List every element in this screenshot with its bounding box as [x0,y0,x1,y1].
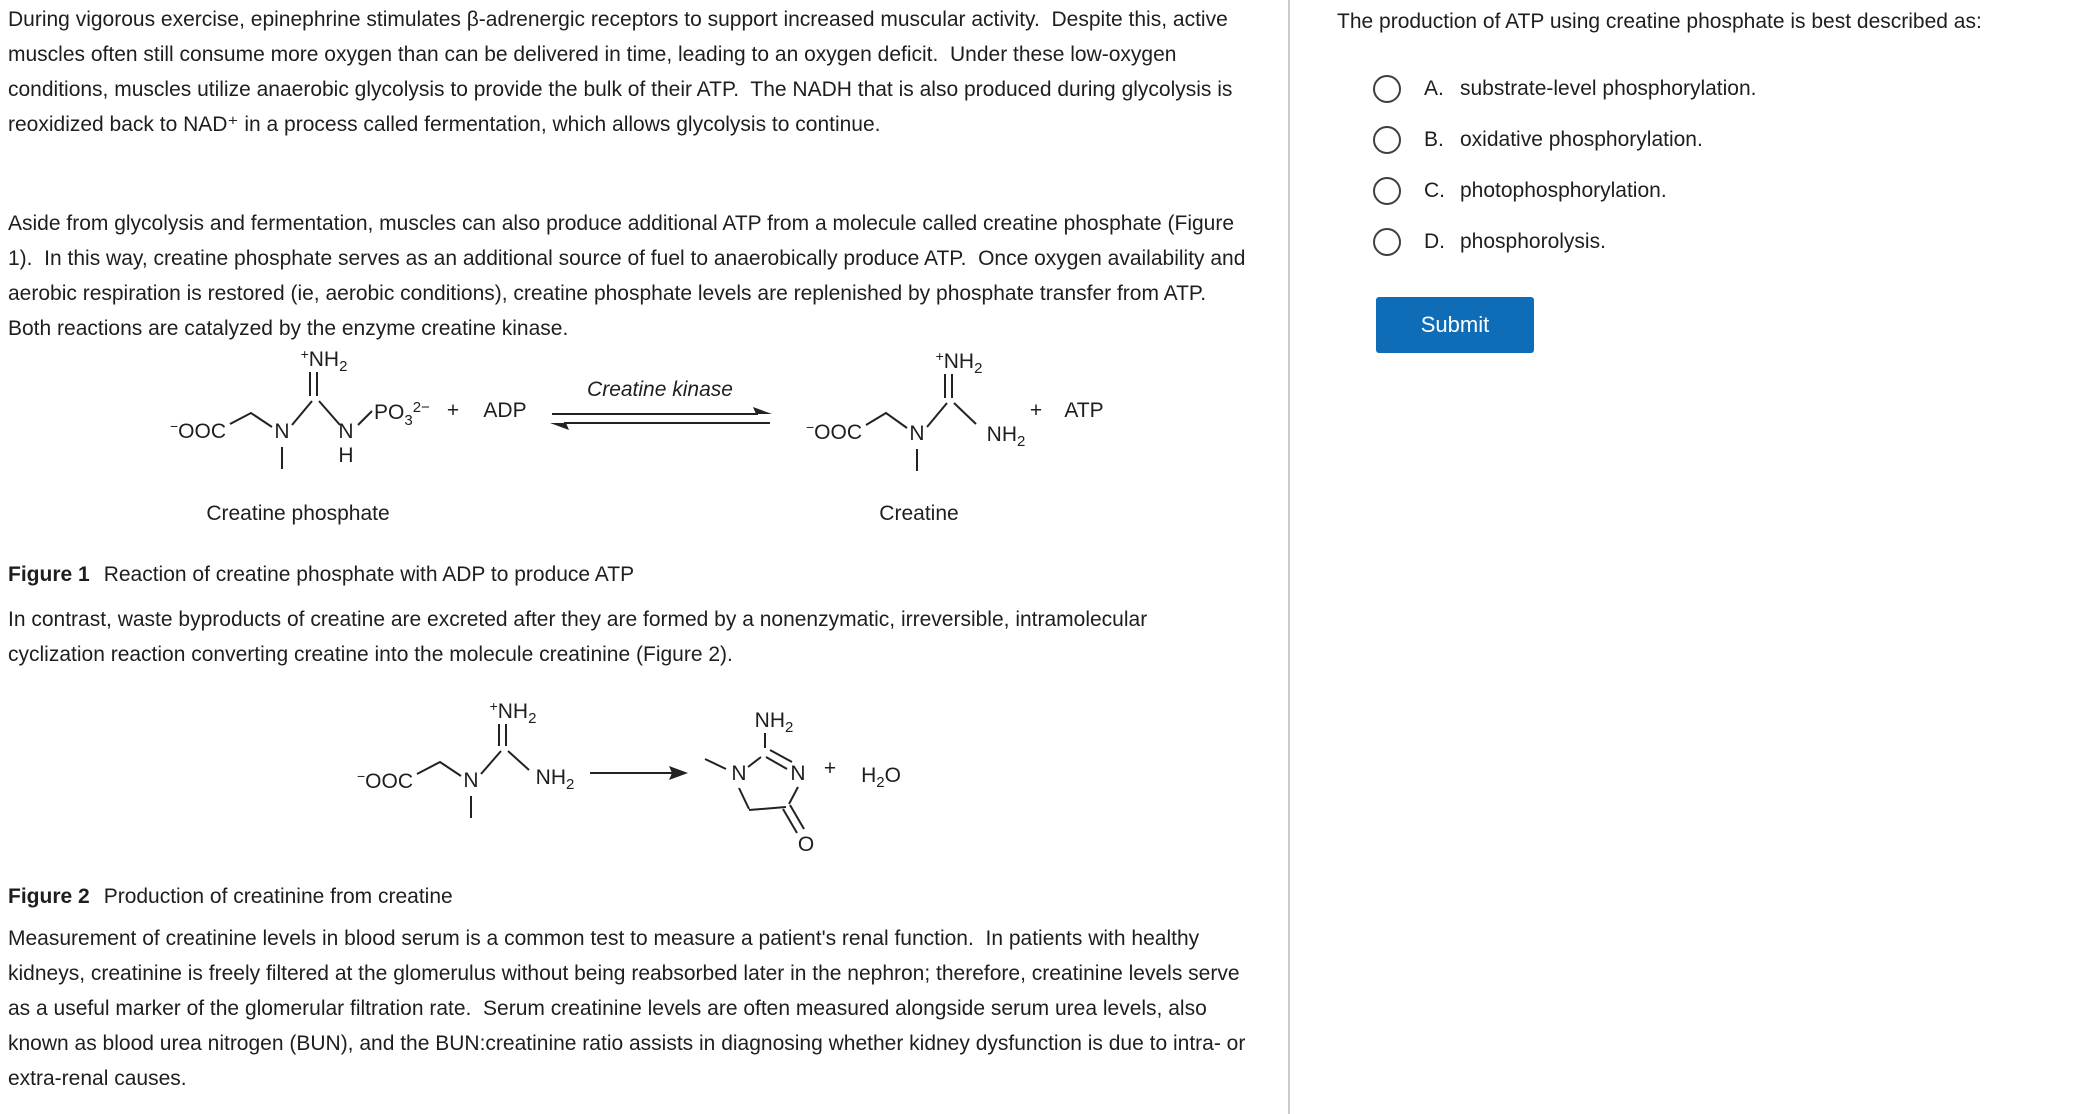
atp-label: ATP [1064,399,1104,422]
ch2-bond [230,413,272,427]
c2-n3-double-bond [766,757,787,769]
passage-paragraph-4: Measurement of creatinine levels in blood serum is a common test to measure a patient's renal function. In patients with healthy kidneys, creatinine is freely filtered at the glomerulus without being reabsorbed later in the nephron; therefore, creatinine levels serve as a useful marker of the glomerular filtration rate. Serum creatinine levels are often measured alongside serum urea levels, also known as blood urea nitrogen (BUN), and the BUN:creatinine ratio assists in diagnosing whether kidney dysfunction is due to intra- or extra-renal causes. [8,927,1252,1090]
n-atom: N [909,422,925,445]
option-row-b[interactable] [1337,123,1703,157]
option-text: phosphorolysis. [1460,230,1606,253]
option-letter: D. [1424,230,1445,253]
option-text: photophosphorylation. [1460,179,1667,202]
option-text: oxidative phosphorylation. [1460,128,1703,151]
panel-divider [1288,0,1290,1114]
o-atom: O [797,833,815,856]
figure2-caption [8,879,1246,914]
phosphate-group: $PO_3^{2-}$ [374,399,430,429]
radio-button-b[interactable] [1373,126,1401,154]
passage-paragraph-1: During vigorous exercise, epinephrine stimulates β-adrenergic receptors to support increased muscular activity. Despite this, active muscles often still consume more oxygen than can be delivered in time, leading to an oxygen deficit. Under these low-oxygen conditions, muscles utilize anaerobic glycolysis to provide the bulk of their ATP. The NADH that is also produced during glycolysis is reoxidized back to NAD⁺ in a process called fermentation, which allows glycolysis to continue. [8,8,1239,136]
ch2-bond [866,413,907,428]
n-c-bond [927,403,947,427]
c-n-bond [319,401,340,425]
question-stem: The production of ATP using creatine phosphate is best described as: [1337,10,1982,33]
h-atom: H [338,444,354,467]
figure1-svg [120,350,1120,532]
ooc-group: −OOC [356,768,414,793]
ooc-group: −OOC [805,419,863,444]
passage-paragraph-3: In contrast, waste byproducts of creatine are excreted after they are formed by a nonenzymatic, irreversible, intramolecular cyclization reaction converting creatine into the molecule creatinine (Figure 2). [8,608,1154,666]
water-group: $H_2O$ [861,764,901,791]
nh2-group: $NH_2$ [754,709,794,736]
forward-arrowhead [753,407,772,414]
n-c-bond [292,401,312,425]
radio-button-d[interactable] [1373,228,1401,256]
n-atom: N [790,762,806,785]
figure1-reaction-diagram [120,350,1120,537]
methyl-bond [705,759,726,769]
plus-sign: + [446,399,460,422]
ring-bond [789,787,798,804]
figure2-caption-label: Figure 2 [8,885,90,908]
figure2-caption-text: Production of creatinine from creatine [103,885,453,908]
nh2-group: $NH_2$ [986,423,1026,450]
nh2-plus-group: $^+NH_2$ [935,350,983,377]
n-p-bond [358,411,372,425]
nh2-plus-group: $^+NH_2$ [489,698,537,727]
plus-sign: + [1029,399,1043,422]
option-letter: B. [1424,128,1444,151]
plus-sign: + [823,757,837,780]
figure2-reaction-diagram [250,693,950,884]
n-atom: N [274,420,290,443]
figure1-caption [8,557,1246,592]
nh2-plus-group: $^+NH_2$ [300,350,348,375]
enzyme-label: Creatine kinase [587,378,733,401]
option-row-d[interactable] [1337,225,1606,259]
option-letter: C. [1424,179,1445,202]
option-row-c[interactable] [1337,174,1667,208]
n-atom: N [338,420,354,443]
c-n-bond [954,403,976,424]
ring-bond [739,788,749,809]
c-n-bond [508,751,529,770]
n-atom: N [463,769,479,792]
passage-paragraph-2: Aside from glycolysis and fermentation, muscles can also produce additional ATP from a molecule called creatine phosphate (Figure 1). In this way, creatine phosphate serves as an additional source of fuel to anaerobically produce ATP. Once oxygen availability and aerobic respiration is restored (ie, aerobic conditions), creatine phosphate levels are replenished by phosphate transfer from ATP. Both reactions are catalyzed by the enzyme creatine kinase. [8,212,1252,340]
figure2-svg [250,693,950,879]
reverse-arrowhead [550,423,569,430]
option-letter: A. [1424,77,1444,100]
ooc-group: −OOC [169,418,227,443]
option-text: substrate-level phosphorylation. [1460,77,1757,100]
adp-label: ADP [483,399,527,422]
radio-button-a[interactable] [1373,75,1401,103]
submit-button[interactable]: Submit [1376,297,1534,353]
n-atom: N [731,762,747,785]
product-name: Creatine [879,502,959,525]
radio-button-c[interactable] [1373,177,1401,205]
figure1-caption-label: Figure 1 [8,563,90,586]
reactant-name: Creatine phosphate [206,502,390,525]
figure1-caption-text: Reaction of creatine phosphate with ADP to produce ATP [103,563,635,586]
ch2-bond [417,762,461,776]
ring-bond [749,807,786,810]
option-row-a[interactable] [1337,72,1757,106]
nh2-group: $NH_2$ [535,766,575,793]
n-c2-bond [748,757,761,767]
n-c-bond [481,751,501,774]
